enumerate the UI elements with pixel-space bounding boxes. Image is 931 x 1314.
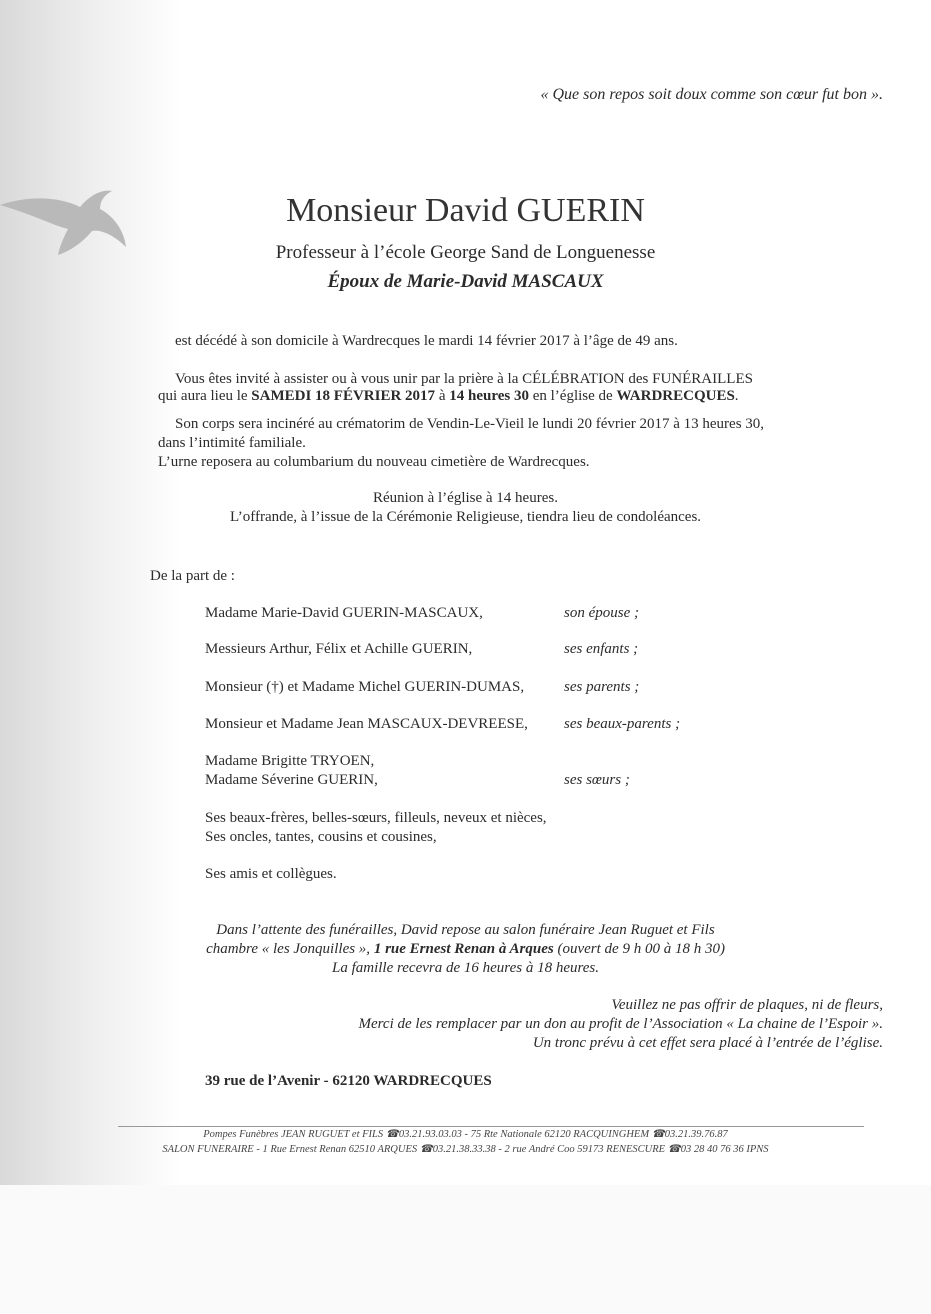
request-line-1: Veuillez ne pas offrir de plaques, ni de fleurs, (611, 997, 883, 1013)
cremation-line-2: dans l’intimité familiale. (158, 435, 306, 451)
visitation-line-3: La famille recevra de 16 heures à 18 heures. (331, 960, 600, 976)
family-spouse-role: son épouse ; (564, 605, 639, 621)
family-parents-role: ses parents ; (564, 679, 640, 695)
ceremony-invitation: Vous êtes invité à assister ou à vous unir par la prière à la CÉLÉBRATION des FUNÉRAILLES (175, 371, 753, 387)
family-parents-name: Monsieur (†) et Madame Michel GUERIN-DUMAS, (205, 679, 525, 695)
deceased-name: Monsieur David GUERIN (286, 192, 645, 229)
family-friends: Ses amis et collègues. (205, 866, 337, 882)
urn-notice: L’urne reposera au columbarium du nouveau cimetière de Wardrecques. (158, 454, 590, 470)
deceased-spouse: Époux de Marie-David MASCAUX (327, 271, 604, 292)
visitation-line-1: Dans l’attente des funérailles, David repose au salon funéraire Jean Ruguet et Fils (216, 922, 715, 938)
family-spouse-name: Madame Marie-David GUERIN-MASCAUX, (205, 605, 483, 621)
family-sister-1: Madame Brigitte TRYOEN, (205, 753, 375, 769)
family-extended-2: Ses oncles, tantes, cousins et cousines, (205, 829, 437, 845)
deceased-profession: Professeur à l’école George Sand de Longuenesse (275, 242, 656, 263)
family-children-name: Messieurs Arthur, Félix et Achille GUERIN, (205, 641, 473, 657)
page-bottom-margin (0, 1185, 931, 1314)
footer-line-1: Pompes Funèbres JEAN RUGUET et FILS ☎03.21.93.03.03 - 75 Rte Nationale 62120 RACQUINGHEM ☎03.21.39.76.87 (203, 1129, 728, 1140)
death-announcement: est décédé à son domicile à Wardrecques le mardi 14 février 2017 à l’âge de 49 ans. (175, 333, 678, 349)
family-intro: De la part de : (150, 568, 235, 584)
family-address: 39 rue de l’Avenir - 62120 WARDRECQUES (205, 1073, 492, 1089)
family-sisters-role: ses sœurs ; (564, 772, 630, 788)
church-meeting: Réunion à l’église à 14 heures. (373, 490, 558, 506)
ceremony-place: WARDRECQUES (616, 388, 735, 404)
ceremony-date: SAMEDI 18 FÉVRIER 2017 (251, 388, 436, 404)
ceremony-details: qui aura lieu le SAMEDI 18 FÉVRIER 2017 à 14 heures 30 en l’église de WARDRECQUES. (158, 388, 739, 404)
left-gradient-band (0, 0, 180, 1185)
footer-line-2: SALON FUNERAIRE - 1 Rue Ernest Renan 62510 ARQUES ☎03.21.38.33.38 - 2 rue André Coo 59173 RENESCURE ☎03 28 40 76 36 IPNS (162, 1144, 769, 1155)
request-line-3: Un tronc prévu à cet effet sera placé à l’entrée de l’église. (532, 1035, 883, 1051)
offering-notice: L’offrande, à l’issue de la Cérémonie Religieuse, tiendra lieu de condoléances. (229, 509, 702, 525)
footer-divider (118, 1126, 864, 1127)
family-children-role: ses enfants ; (564, 641, 639, 657)
funeral-home-address: 1 rue Ernest Renan à Arques (373, 941, 554, 957)
family-inlaws-role: ses beaux-parents ; (564, 716, 681, 732)
request-line-2: Merci de les remplacer par un don au profit de l’Association « La chaine de l’Espoir ». (358, 1016, 883, 1032)
family-inlaws-name: Monsieur et Madame Jean MASCAUX-DEVREESE, (205, 716, 528, 732)
cremation-line-1: Son corps sera incinéré au crématorim de Vendin-Le-Vieil le lundi 20 février 2017 à 13 heures 30, (175, 416, 765, 432)
family-sister-2: Madame Séverine GUERIN, (205, 772, 378, 788)
family-extended-1: Ses beaux-frères, belles-sœurs, filleuls, neveux et nièces, (205, 810, 547, 826)
visitation-line-2: chambre « les Jonquilles », 1 rue Ernest Renan à Arques (ouvert de 9 h 00 à 18 h 30) (206, 941, 725, 957)
epigraph-quote: « Que son repos soit doux comme son cœur fut bon ». (540, 86, 883, 103)
ceremony-time: 14 heures 30 (449, 388, 529, 404)
